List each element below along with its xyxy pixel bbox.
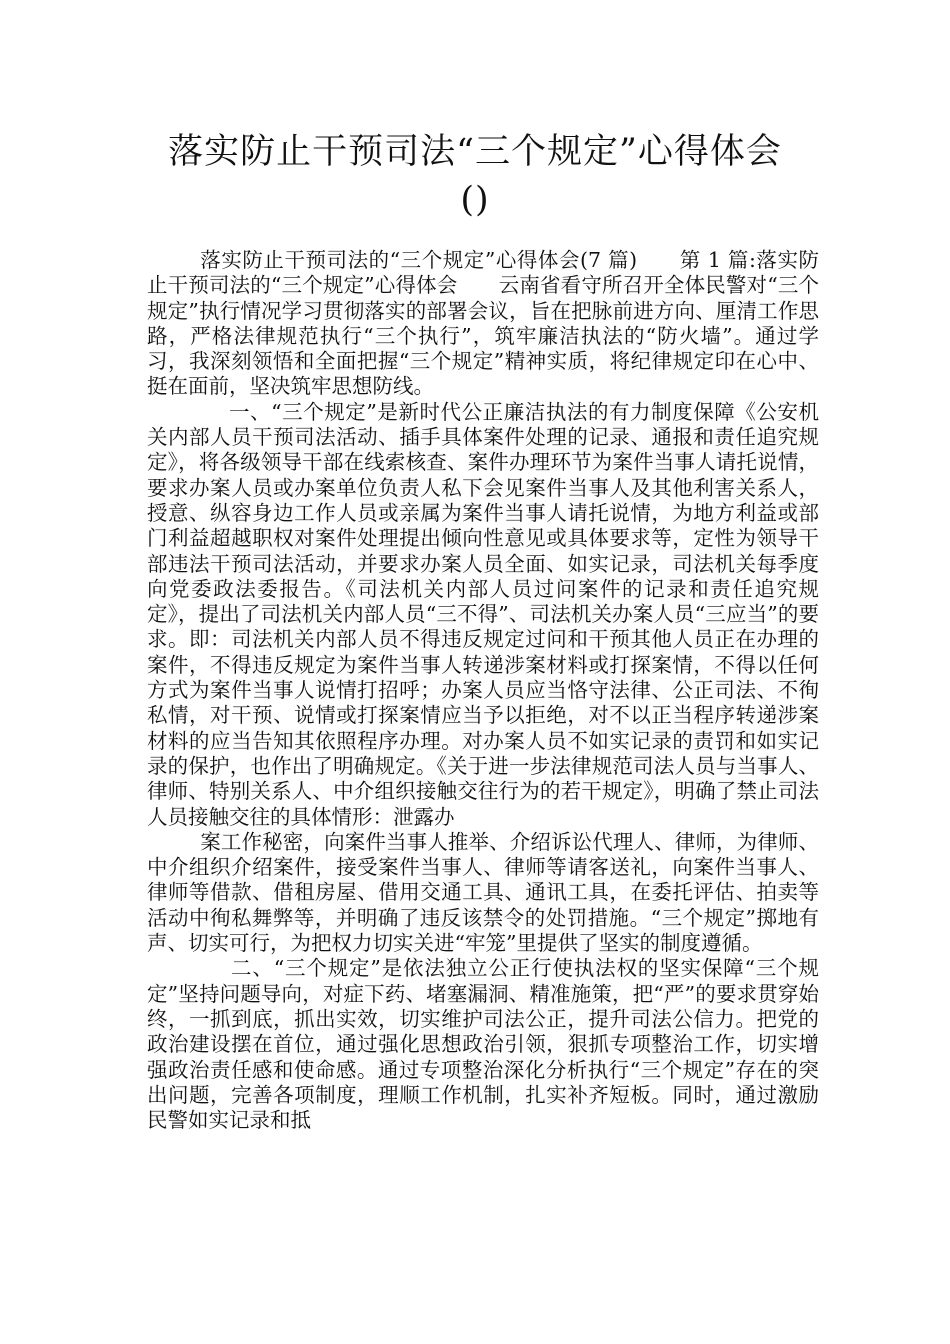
title-line-2: (): [460, 180, 490, 220]
title-line-1: 落实防止干预司法“三个规定”心得体会: [168, 132, 782, 172]
paragraph-section-1-cont: 案工作秘密，向案件当事人推举、介绍诉讼代理人、律师，为律师、中介组织介绍案件，接受案件当事人、律师等请客送礼，向案件当事人、律师等借款、借租房屋、借用交通工具、通讯工具，在委托评估、拍卖等活动中徇私舞弊等，并明确了违反该禁令的处罚措施。“三个规定”掷地有声、切实可行，为把权力切实关进“牢笼”里提供了坚实的制度遵循。: [147, 829, 819, 956]
document-title: [60, 128, 890, 224]
paragraph-section-1: 一、“三个规定”是新时代公正廉洁执法的有力制度保障《公安机关内部人员干预司法活动、插手具体案件处理的记录、通报和责任追究规定》，将各级领导干部在线索核查、案件办理环节为案件当事人请托说情，要求办案人员或办案单位负责人私下会见案件当事人及其他利害关系人，授意、纵容身边工作人员或亲属为案件当事人请托说情，为地方利益或部门利益超越职权对案件处理提出倾向性意见或具体要求等，定性为领导干部违法干预司法活动，并要求办案人员全面、如实记录，司法机关每季度向党委政法委报告。《司法机关内部人员过问案件的记录和责任追究规定》，提出了司法机关内部人员“三不得”、司法机关办案人员“三应当”的要求。即：司法机关内部人员不得违反规定过问和干预其他人员正在办理的案件，不得违反规定为案件当事人转递涉案材料或打探案情，不得以任何方式为案件当事人说情打招呼；办案人员应当恪守法律、公正司法、不徇私情，对干预、说情或打探案情应当予以拒绝，对不以正当程序转递涉案材料的应当告知其依照程序办理。对办案人员不如实记录的责罚和如实记录的保护，也作出了明确规定。《关于进一步法律规范司法人员与当事人、律师、特别关系人、中介组织接触交往行为的若干规定》，明确了禁止司法人员接触交往的具体情形：泄露办: [147, 399, 819, 829]
paragraph-section-2: 二、“三个规定”是依法独立公正行使执法权的坚实保障“三个规定”坚持问题导向，对症下药、堵塞漏洞、精准施策，把“严”的要求贯穿始终，一抓到底，抓出实效，切实维护司法公正，提升司法公信力。把党的政治建设摆在首位，通过强化思想政治引领，狠抓专项整治工作，切实增强政治责任感和使命感。通过专项整治深化分析执行“三个规定”存在的突出问题，完善各项制度，理顺工作机制，扎实补齐短板。同时，通过激励民警如实记录和抵: [147, 956, 819, 1133]
paragraph-intro: 落实防止干预司法的“三个规定”心得体会(7 篇) 第 1 篇:落实防止干预司法的“三个规定”心得体会 云南省看守所召开全体民警对“三个规定”执行情况学习贯彻落实的部署会议，旨在把脉前进方向、厘清工作思路，严格法律规范执行“三个执行”，筑牢廉洁执法的“防火墙”。通过学习，我深刻领悟和全面把握“三个规定”精神实质，将纪律规定印在心中、挺在面前，坚决筑牢思想防线。: [147, 248, 819, 399]
document-body: [147, 248, 819, 1133]
